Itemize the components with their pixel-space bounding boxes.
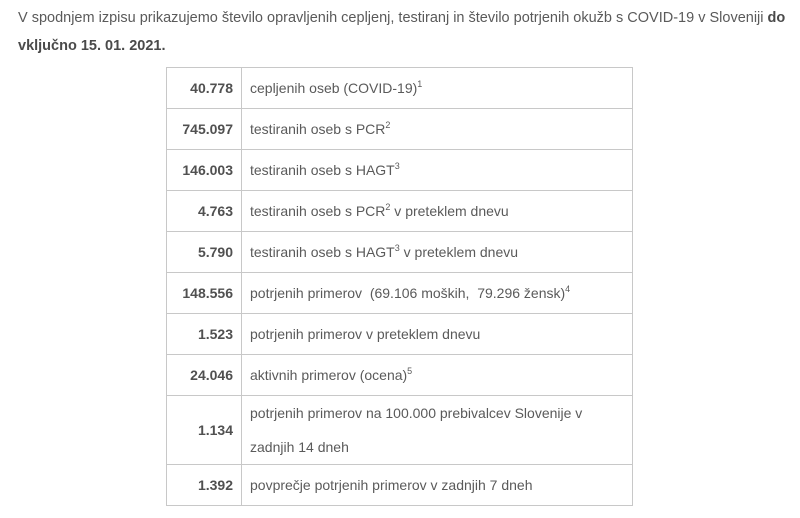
row-value: 148.556 (167, 273, 242, 314)
row-label: testiranih oseb s PCR$^2$ v preteklem dnevu (242, 191, 633, 232)
row-value: 5.790 (167, 232, 242, 273)
footnote-ref: 1 (417, 79, 423, 89)
footnote-ref: 3 (394, 161, 400, 171)
row-value: 1.134 (167, 396, 242, 465)
footnote-ref: 2 (385, 202, 391, 212)
row-value: 24.046 (167, 355, 242, 396)
row-label: testiranih oseb s PCR$^2$ (242, 109, 633, 150)
intro-date: do vključno 15. 01. 2021. (18, 10, 786, 54)
footnote-ref: 4 (565, 284, 571, 294)
table-row (167, 232, 633, 273)
row-label: aktivnih primerov (ocena)$^5$ (242, 355, 633, 396)
row-value: 1.392 (167, 465, 242, 506)
table-row (167, 68, 633, 109)
row-value: 40.778 (167, 68, 242, 109)
row-label: testiranih oseb s HAGT$^3$ (242, 150, 633, 191)
row-label: potrjenih primerov (69.106 moških, 79.296 žensk)$^4$ (242, 273, 633, 314)
table-row (167, 273, 633, 314)
intro-text: V spodnjem izpisu prikazujemo število opravljenih cepljenj, testiranj in število potrjenih okužb s COVID-19 v Sloveniji (18, 10, 768, 26)
row-label: povprečje potrjenih primerov v zadnjih 7 dneh (242, 465, 633, 506)
row-value: 146.003 (167, 150, 242, 191)
intro-paragraph (18, 4, 788, 60)
table-row (167, 191, 633, 232)
row-value: 1.523 (167, 314, 242, 355)
footnote-ref: 3 (394, 243, 400, 253)
row-label: potrjenih primerov v preteklem dnevu (242, 314, 633, 355)
statistics-table (166, 67, 633, 506)
row-label: potrjenih primerov na 100.000 prebivalcev Slovenije v zadnjih 14 dneh (242, 396, 633, 465)
row-value: 745.097 (167, 109, 242, 150)
table-row (167, 109, 633, 150)
table-row (167, 396, 633, 465)
row-label: testiranih oseb s HAGT$^3$ v preteklem dnevu (242, 232, 633, 273)
row-label: cepljenih oseb (COVID-19)$^1$ (242, 68, 633, 109)
footnote-ref: 2 (385, 120, 391, 130)
table-row (167, 314, 633, 355)
table-row (167, 150, 633, 191)
table-row (167, 465, 633, 506)
table-row (167, 355, 633, 396)
row-value: 4.763 (167, 191, 242, 232)
footnote-ref: 5 (407, 366, 413, 376)
